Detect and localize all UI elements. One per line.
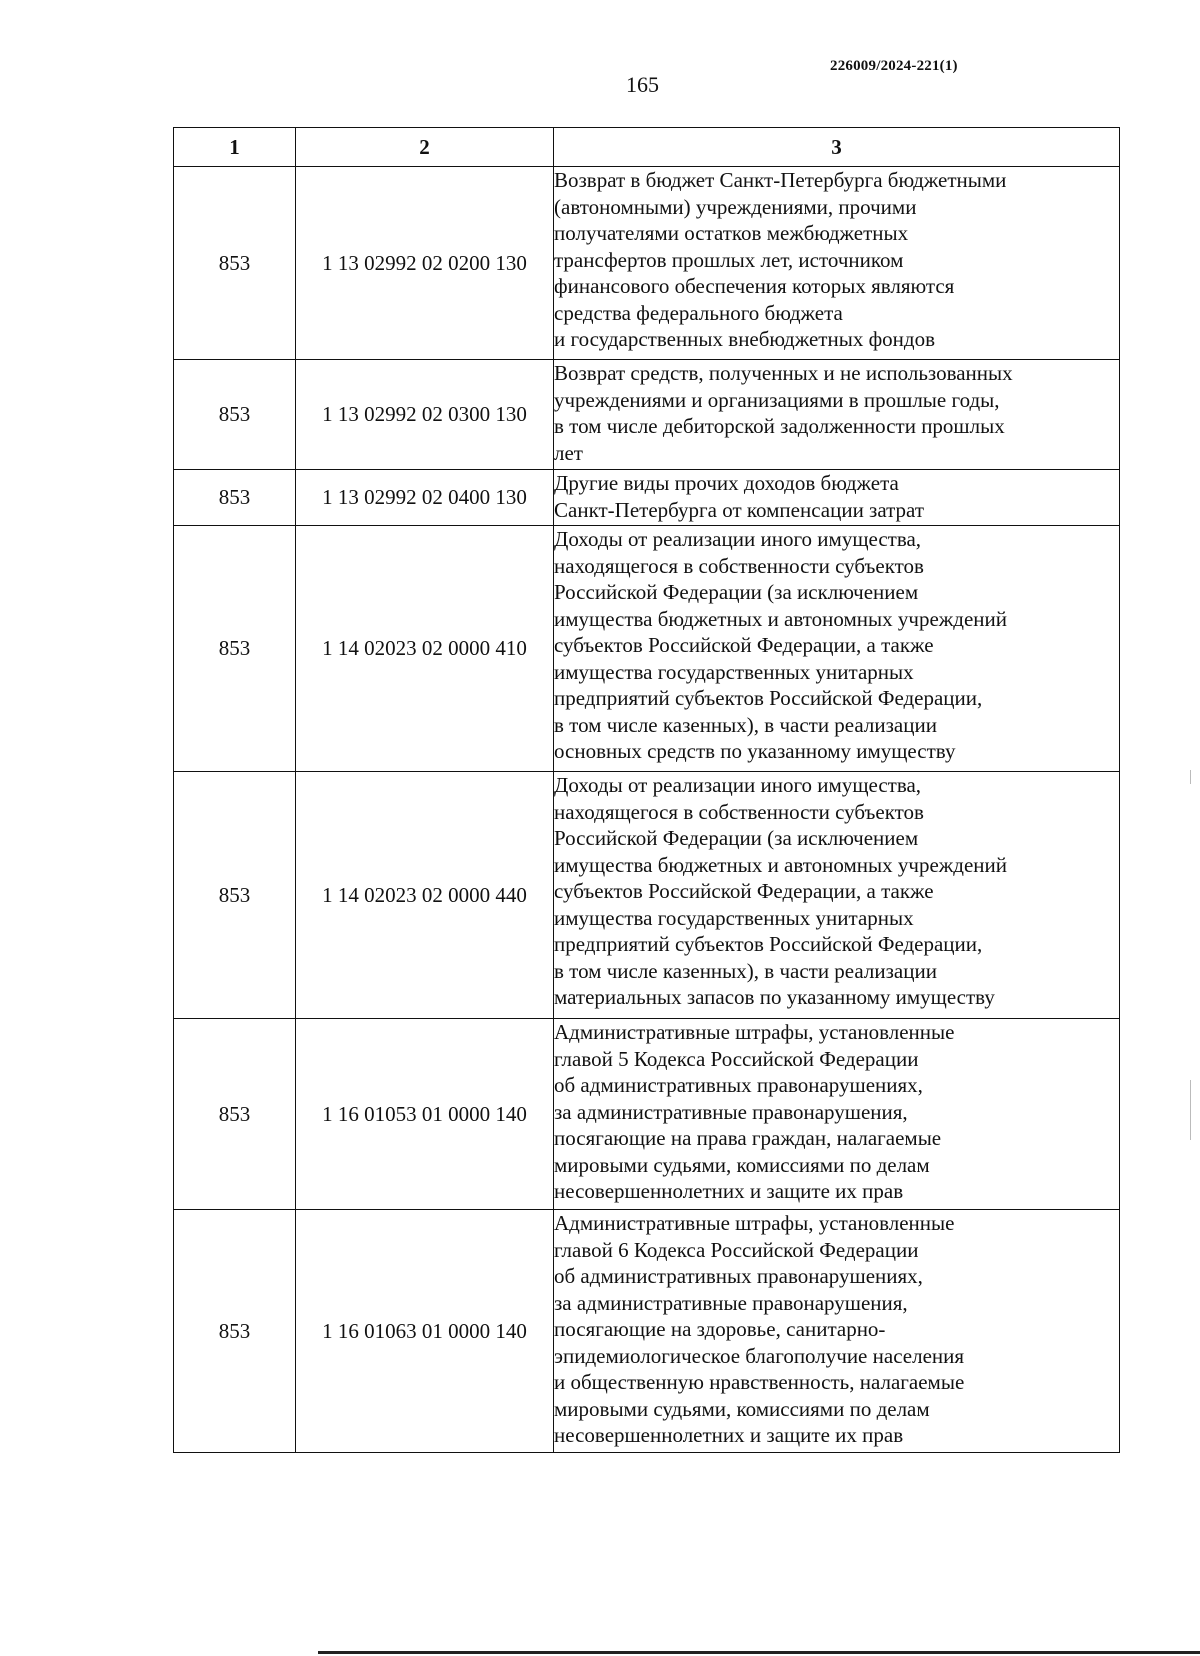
page-number: 165 [626,72,659,97]
admin-code-cell: 853 [174,470,296,526]
description-cell: Административные штрафы, установленные главой 5 Кодекса Российской Федерации об административных правонарушениях, за административные правонарушения, посягающие на права граждан, налагаемые мировыми судьями, комиссиями по делам несовершеннолетних и защите их прав [554,1019,1120,1210]
scan-edge-mark [1190,1080,1191,1140]
document-number: 226009/2024-221(1) [830,58,958,74]
revenue-code-cell: 1 16 01063 01 0000 140 [296,1210,554,1453]
scan-edge-mark [1190,770,1191,784]
revenue-code-cell: 1 16 01053 01 0000 140 [296,1019,554,1210]
description-cell: Возврат средств, полученных и не использованных учреждениями и организациями в прошлые годы, в том числе дебиторской задолженности прошлых лет [554,360,1120,470]
admin-code-cell: 853 [174,526,296,772]
table-row [174,470,1120,526]
revenue-code-cell: 1 13 02992 02 0300 130 [296,360,554,470]
description-cell: Доходы от реализации иного имущества, находящегося в собственности субъектов Российской Федерации (за исключением имущества бюджетных и автономных учреждений субъектов Российской Федерации, а также имущества государственных унитарных предприятий субъектов Российской Федерации, в том числе казенных), в части реализации основных средств по указанному имуществу [554,526,1120,772]
column-header-3: 3 [554,128,1120,167]
admin-code-cell: 853 [174,1019,296,1210]
table-header-row [174,128,1120,167]
description-cell: Доходы от реализации иного имущества, находящегося в собственности субъектов Российской Федерации (за исключением имущества бюджетных и автономных учреждений субъектов Российской Федерации, а также имущества государственных унитарных предприятий субъектов Российской Федерации, в том числе казенных), в части реализации материальных запасов по указанному имуществу [554,772,1120,1019]
table-row [174,360,1120,470]
table-row [174,1019,1120,1210]
column-header-2: 2 [296,128,554,167]
description-cell: Возврат в бюджет Санкт-Петербурга бюджетными (автономными) учреждениями, прочими получателями остатков межбюджетных трансфертов прошлых лет, источником финансового обеспечения которых являются средства федерального бюджета и государственных внебюджетных фондов [554,167,1120,360]
admin-code-cell: 853 [174,360,296,470]
revenue-code-cell: 1 14 02023 02 0000 440 [296,772,554,1019]
description-cell: Административные штрафы, установленные главой 6 Кодекса Российской Федерации об административных правонарушениях, за административные правонарушения, посягающие на здоровье, санитарно- эпидемиологическое благополучие населения и общественную нравственность, налагаемые мировыми судьями, комиссиями по делам несовершеннолетних и защите их прав [554,1210,1120,1453]
budget-revenue-table [173,127,1120,1453]
revenue-code-cell: 1 14 02023 02 0000 410 [296,526,554,772]
table-row [174,772,1120,1019]
scan-bottom-edge [318,1651,1200,1654]
column-header-1: 1 [174,128,296,167]
table-row [174,167,1120,360]
admin-code-cell: 853 [174,167,296,360]
revenue-code-cell: 1 13 02992 02 0400 130 [296,470,554,526]
admin-code-cell: 853 [174,1210,296,1453]
table-row [174,526,1120,772]
revenue-code-cell: 1 13 02992 02 0200 130 [296,167,554,360]
admin-code-cell: 853 [174,772,296,1019]
description-cell: Другие виды прочих доходов бюджета Санкт-Петербурга от компенсации затрат [554,470,1120,526]
table-row [174,1210,1120,1453]
